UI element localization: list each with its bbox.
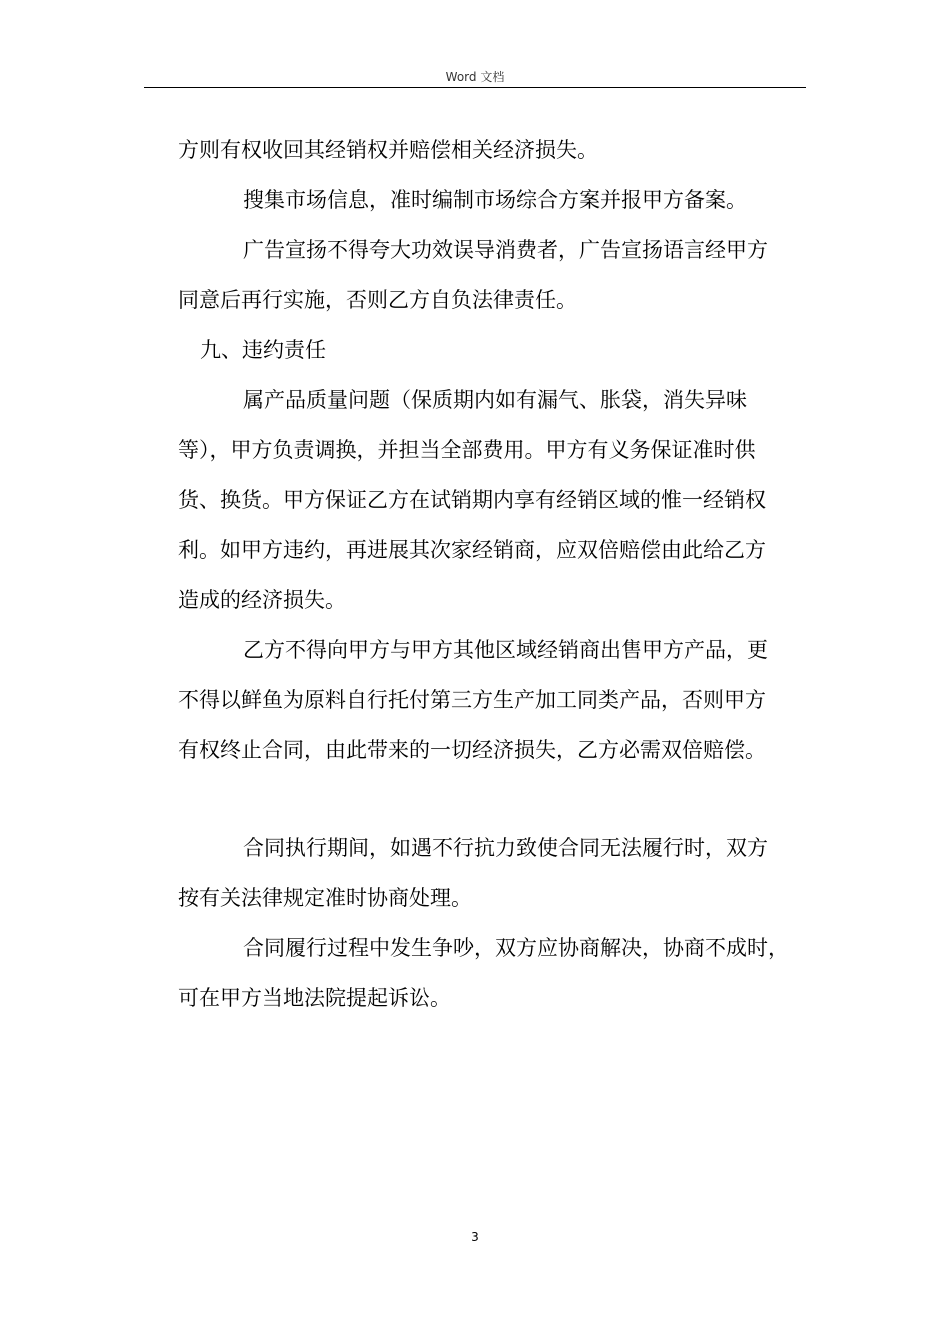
text-line: 方则有权收回其经销权并赔偿相关经济损失。 [178, 138, 598, 162]
text-line: 合同履行过程中发生争吵，双方应协商解决，协商不成时， [243, 936, 789, 960]
text-line: 造成的经济损失。 [178, 588, 346, 612]
page-header: Word 文档 [445, 70, 505, 84]
text-line: 乙方不得向甲方与甲方其他区域经销商出售甲方产品，更 [243, 638, 768, 662]
text-line: 货、换货。甲方保证乙方在试销期内享有经销区域的惟一经销权 [178, 488, 766, 512]
text-line: 合同执行期间，如遇不行抗力致使合同无法履行时，双方 [243, 836, 768, 860]
text-line: 广告宣扬不得夸大功效误导消费者，广告宣扬语言经甲方 [243, 238, 768, 262]
text-line: 搜集市场信息，准时编制市场综合方案并报甲方备案。 [243, 188, 747, 212]
text-line: 等），甲方负责调换，并担当全部费用。甲方有义务保证准时供 [178, 438, 756, 462]
text-line: 同意后再行实施，否则乙方自负法律责任。 [178, 288, 577, 312]
text-line: 按有关法律规定准时协商处理。 [178, 886, 472, 910]
text-line: 可在甲方当地法院提起诉讼。 [178, 986, 451, 1010]
text-line: 利。如甲方违约，再进展其次家经销商，应双倍赔偿由此给乙方 [178, 538, 766, 562]
text-line: 属产品质量问题（保质期内如有漏气、胀袋，消失异味 [243, 388, 747, 412]
page-number: 3 [471, 1230, 479, 1244]
section-heading: 九、违约责任 [200, 338, 326, 362]
text-line: 有权终止合同，由此带来的一切经济损失，乙方必需双倍赔偿。 [178, 738, 766, 762]
text-line: 不得以鲜鱼为原料自行托付第三方生产加工同类产品，否则甲方 [178, 688, 766, 712]
header-rule [144, 87, 806, 88]
